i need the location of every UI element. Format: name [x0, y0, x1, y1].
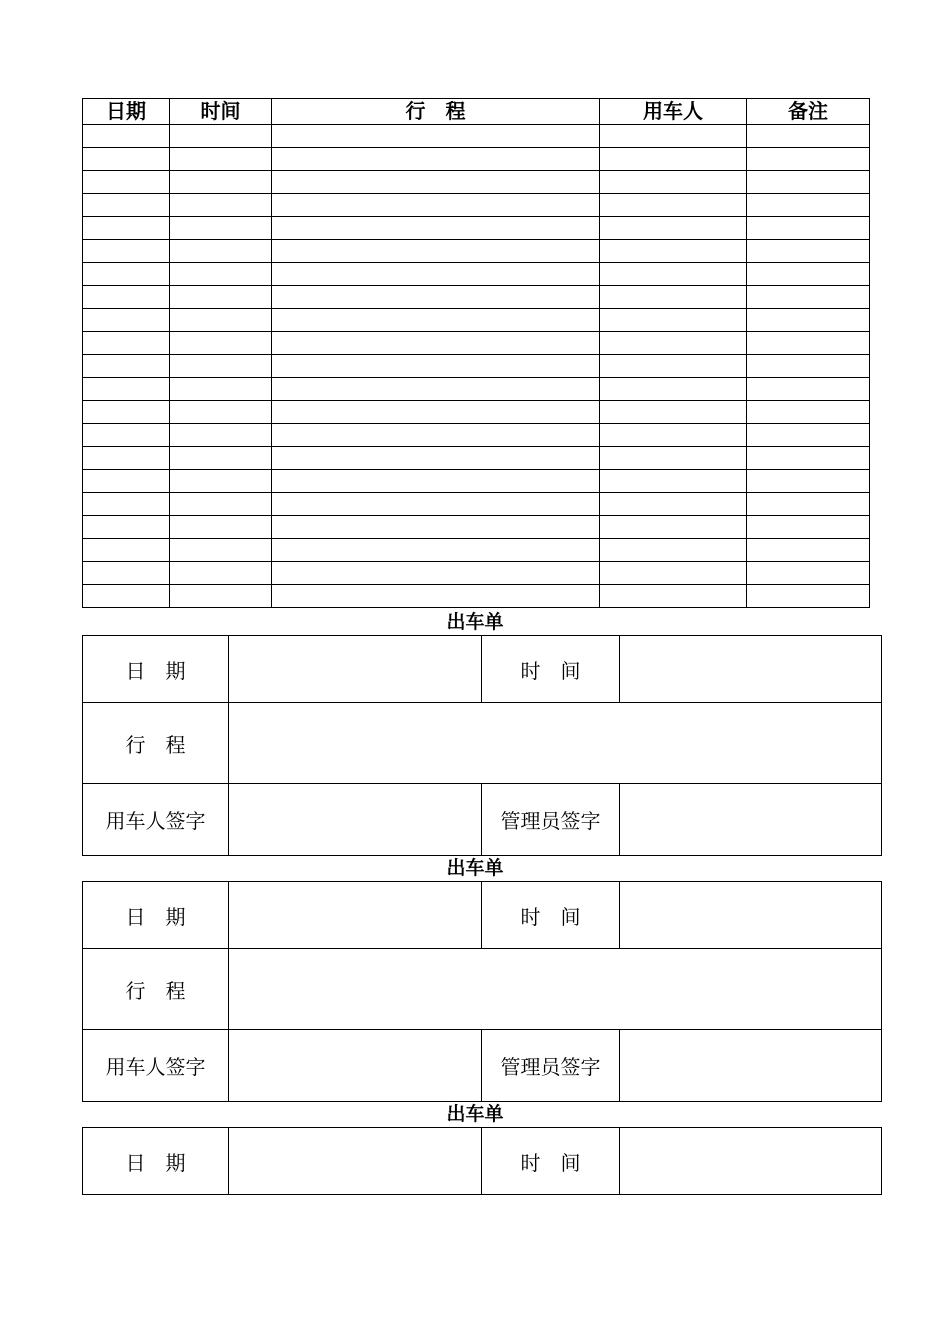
log-cell-remarks[interactable]	[747, 309, 870, 332]
log-cell-trip[interactable]	[272, 424, 600, 447]
log-row	[83, 263, 870, 286]
log-cell-remarks[interactable]	[747, 263, 870, 286]
log-cell-user[interactable]	[600, 470, 747, 493]
slip-title-1: 出车单	[446, 611, 504, 633]
log-cell-user[interactable]	[600, 171, 747, 194]
log-cell-date[interactable]	[83, 263, 170, 286]
log-cell-user[interactable]	[600, 194, 747, 217]
log-cell-user[interactable]	[600, 125, 747, 148]
slip-date-field[interactable]	[229, 636, 482, 703]
log-cell-date[interactable]	[83, 401, 170, 424]
log-header-trip: 行 程	[272, 99, 600, 125]
log-row	[83, 171, 870, 194]
slip-admin-sign-field[interactable]	[620, 1030, 882, 1102]
log-cell-time[interactable]	[170, 171, 272, 194]
log-cell-time[interactable]	[170, 309, 272, 332]
log-cell-remarks[interactable]	[747, 125, 870, 148]
log-row	[83, 401, 870, 424]
log-cell-user[interactable]	[600, 240, 747, 263]
log-cell-user[interactable]	[600, 539, 747, 562]
log-row	[83, 125, 870, 148]
log-cell-date[interactable]	[83, 240, 170, 263]
dispatch-slip-1	[82, 635, 882, 856]
log-cell-remarks[interactable]	[747, 171, 870, 194]
log-row	[83, 240, 870, 263]
log-row	[83, 378, 870, 401]
log-cell-remarks[interactable]	[747, 539, 870, 562]
log-header-time: 时间	[170, 99, 272, 125]
log-cell-user[interactable]	[600, 309, 747, 332]
log-row	[83, 493, 870, 516]
log-cell-date[interactable]	[83, 332, 170, 355]
log-cell-remarks[interactable]	[747, 332, 870, 355]
log-cell-user[interactable]	[600, 217, 747, 240]
log-row	[83, 148, 870, 171]
log-cell-trip[interactable]	[272, 309, 600, 332]
log-cell-time[interactable]	[170, 240, 272, 263]
log-cell-trip[interactable]	[272, 355, 600, 378]
slip-user-sign-label: 用车人签字	[83, 1030, 229, 1102]
slip-admin-sign-label: 管理员签字	[482, 1030, 620, 1102]
log-cell-date[interactable]	[83, 447, 170, 470]
log-header-row	[83, 99, 870, 125]
log-row	[83, 355, 870, 378]
slip-time-label: 时 间	[482, 882, 620, 949]
log-cell-time[interactable]	[170, 539, 272, 562]
slip-date-field[interactable]	[229, 1128, 482, 1195]
log-cell-user[interactable]	[600, 355, 747, 378]
slip-admin-sign-label: 管理员签字	[482, 784, 620, 856]
log-cell-remarks[interactable]	[747, 378, 870, 401]
slip-date-label: 日 期	[83, 1128, 229, 1195]
log-cell-date[interactable]	[83, 217, 170, 240]
slip-time-field[interactable]	[620, 1128, 882, 1195]
log-cell-trip[interactable]	[272, 148, 600, 171]
log-cell-date[interactable]	[83, 355, 170, 378]
slip-trip-label: 行 程	[83, 703, 229, 784]
log-cell-trip[interactable]	[272, 447, 600, 470]
log-cell-user[interactable]	[600, 493, 747, 516]
log-cell-date[interactable]	[83, 516, 170, 539]
log-cell-remarks[interactable]	[747, 355, 870, 378]
log-cell-date[interactable]	[83, 194, 170, 217]
log-cell-time[interactable]	[170, 516, 272, 539]
log-cell-time[interactable]	[170, 470, 272, 493]
log-cell-trip[interactable]	[272, 125, 600, 148]
log-cell-remarks[interactable]	[747, 447, 870, 470]
log-cell-user[interactable]	[600, 447, 747, 470]
dispatch-slip-2	[82, 881, 882, 1102]
slip-title-3: 出车单	[446, 1103, 504, 1125]
log-cell-trip[interactable]	[272, 240, 600, 263]
log-cell-date[interactable]	[83, 424, 170, 447]
log-cell-date[interactable]	[83, 562, 170, 585]
log-row	[83, 539, 870, 562]
log-cell-user[interactable]	[600, 148, 747, 171]
log-cell-remarks[interactable]	[747, 470, 870, 493]
log-cell-user[interactable]	[600, 516, 747, 539]
log-cell-remarks[interactable]	[747, 585, 870, 608]
log-cell-remarks[interactable]	[747, 424, 870, 447]
log-cell-time[interactable]	[170, 401, 272, 424]
log-cell-time[interactable]	[170, 585, 272, 608]
log-row	[83, 286, 870, 309]
log-cell-remarks[interactable]	[747, 217, 870, 240]
log-cell-user[interactable]	[600, 585, 747, 608]
slip-time-field[interactable]	[620, 882, 882, 949]
log-row	[83, 332, 870, 355]
log-cell-trip[interactable]	[272, 217, 600, 240]
log-row	[83, 194, 870, 217]
log-cell-remarks[interactable]	[747, 493, 870, 516]
log-cell-remarks[interactable]	[747, 194, 870, 217]
log-row	[83, 217, 870, 240]
log-cell-trip[interactable]	[272, 539, 600, 562]
log-header-user: 用车人	[600, 99, 747, 125]
slip-time-label: 时 间	[482, 1128, 620, 1195]
slip-date-field[interactable]	[229, 882, 482, 949]
slip-trip-label: 行 程	[83, 949, 229, 1030]
log-cell-trip[interactable]	[272, 171, 600, 194]
log-cell-remarks[interactable]	[747, 562, 870, 585]
log-cell-time[interactable]	[170, 217, 272, 240]
log-cell-trip[interactable]	[272, 516, 600, 539]
log-row	[83, 562, 870, 585]
log-row	[83, 447, 870, 470]
slip-time-label: 时 间	[482, 636, 620, 703]
log-cell-trip[interactable]	[272, 332, 600, 355]
slip-admin-sign-field[interactable]	[620, 784, 882, 856]
log-cell-user[interactable]	[600, 263, 747, 286]
log-cell-time[interactable]	[170, 286, 272, 309]
log-cell-date[interactable]	[83, 309, 170, 332]
log-cell-user[interactable]	[600, 286, 747, 309]
log-cell-trip[interactable]	[272, 286, 600, 309]
log-cell-time[interactable]	[170, 447, 272, 470]
log-cell-time[interactable]	[170, 148, 272, 171]
log-cell-trip[interactable]	[272, 562, 600, 585]
log-cell-trip[interactable]	[272, 470, 600, 493]
log-cell-remarks[interactable]	[747, 516, 870, 539]
slip-title-2: 出车单	[446, 857, 504, 879]
log-cell-remarks[interactable]	[747, 148, 870, 171]
slip-user-sign-label: 用车人签字	[83, 784, 229, 856]
log-row	[83, 516, 870, 539]
log-cell-time[interactable]	[170, 355, 272, 378]
log-cell-remarks[interactable]	[747, 240, 870, 263]
log-cell-user[interactable]	[600, 562, 747, 585]
log-row	[83, 585, 870, 608]
log-cell-user[interactable]	[600, 401, 747, 424]
log-cell-trip[interactable]	[272, 378, 600, 401]
log-cell-trip[interactable]	[272, 263, 600, 286]
slip-date-label: 日 期	[83, 882, 229, 949]
log-cell-trip[interactable]	[272, 493, 600, 516]
log-cell-date[interactable]	[83, 286, 170, 309]
log-cell-time[interactable]	[170, 194, 272, 217]
log-cell-date[interactable]	[83, 493, 170, 516]
log-cell-trip[interactable]	[272, 585, 600, 608]
log-cell-time[interactable]	[170, 263, 272, 286]
log-cell-date[interactable]	[83, 585, 170, 608]
log-cell-date[interactable]	[83, 539, 170, 562]
slip-user-sign-field[interactable]	[229, 784, 482, 856]
slip-trip-field[interactable]	[229, 703, 882, 784]
log-header-date: 日期	[83, 99, 170, 125]
log-cell-trip[interactable]	[272, 401, 600, 424]
log-row	[83, 470, 870, 493]
log-cell-date[interactable]	[83, 171, 170, 194]
log-cell-user[interactable]	[600, 332, 747, 355]
log-cell-time[interactable]	[170, 378, 272, 401]
slip-user-sign-field[interactable]	[229, 1030, 482, 1102]
slip-time-field[interactable]	[620, 636, 882, 703]
log-cell-date[interactable]	[83, 470, 170, 493]
log-cell-date[interactable]	[83, 148, 170, 171]
log-row	[83, 309, 870, 332]
dispatch-slip-3	[82, 1127, 882, 1195]
log-cell-remarks[interactable]	[747, 286, 870, 309]
log-cell-time[interactable]	[170, 332, 272, 355]
log-cell-date[interactable]	[83, 125, 170, 148]
log-cell-time[interactable]	[170, 125, 272, 148]
log-header-remarks: 备注	[747, 99, 870, 125]
log-cell-time[interactable]	[170, 562, 272, 585]
log-cell-remarks[interactable]	[747, 401, 870, 424]
log-cell-trip[interactable]	[272, 194, 600, 217]
vehicle-log-table	[82, 98, 870, 608]
log-cell-time[interactable]	[170, 493, 272, 516]
log-cell-time[interactable]	[170, 424, 272, 447]
slip-date-label: 日 期	[83, 636, 229, 703]
log-cell-user[interactable]	[600, 424, 747, 447]
slip-trip-field[interactable]	[229, 949, 882, 1030]
log-cell-date[interactable]	[83, 378, 170, 401]
log-cell-user[interactable]	[600, 378, 747, 401]
log-row	[83, 424, 870, 447]
